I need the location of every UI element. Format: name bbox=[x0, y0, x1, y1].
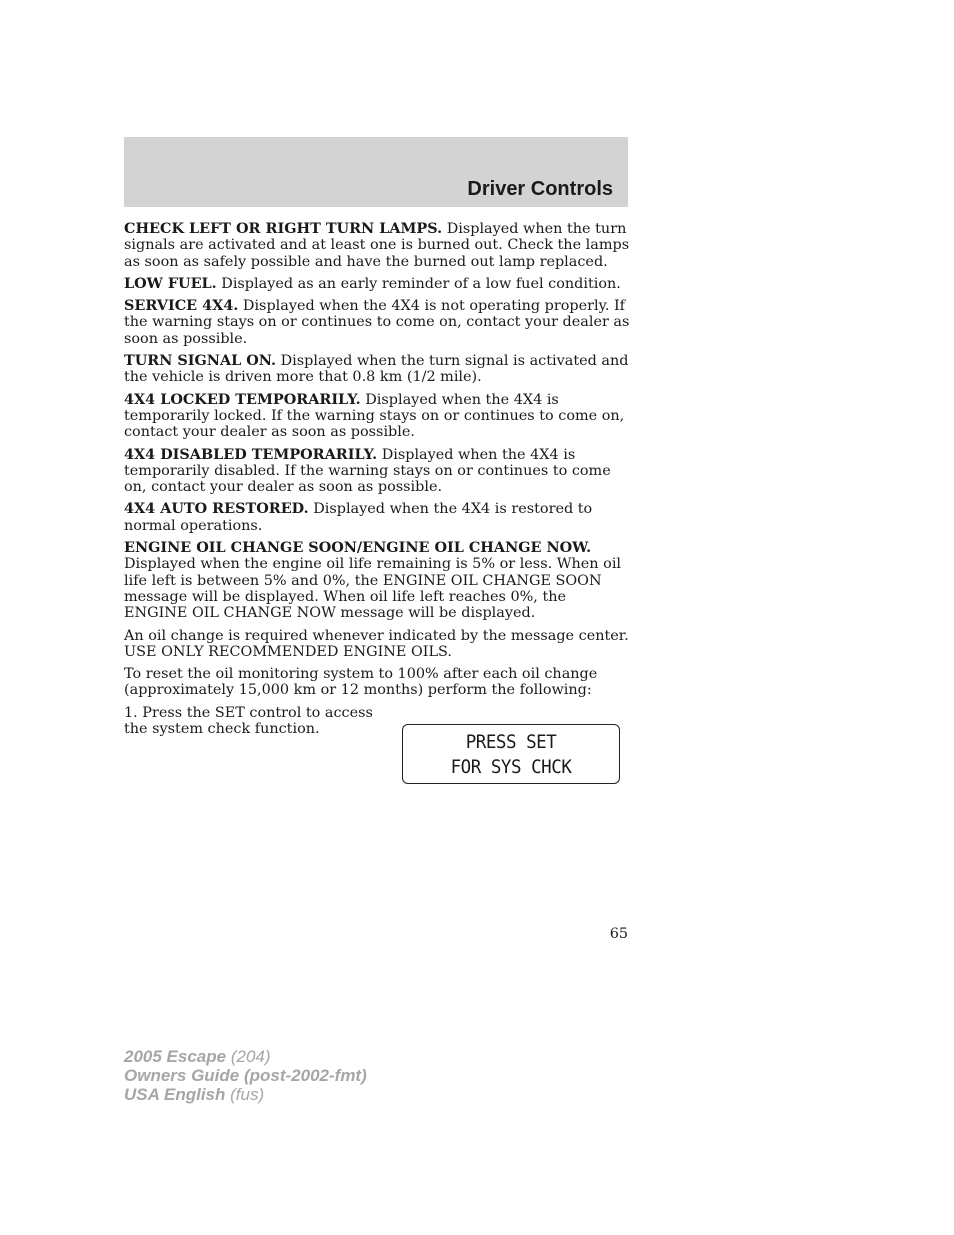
entry-engine-oil bbox=[124, 540, 630, 621]
footer-line-language bbox=[124, 1085, 367, 1104]
footer-language-code: (fus) bbox=[230, 1085, 265, 1104]
entry-text: Displayed as an early reminder of a low fuel condition. bbox=[221, 275, 621, 292]
section-title: Driver Controls bbox=[467, 178, 613, 200]
entry-term: ENGINE OIL CHANGE SOON/ENGINE OIL CHANGE NOW. bbox=[124, 539, 592, 557]
footer-info bbox=[124, 1047, 367, 1104]
entry-text: Displayed when the engine oil life remaining is 5% or less. When oil life left is between 5% and 0%, the ENGINE OIL CHANGE SOON message will be displayed. When oil life left reaches 0%, the ENGINE OIL CHANGE NOW message will be displayed. bbox=[124, 556, 622, 622]
display-line-2: FOR SYS CHCK bbox=[450, 756, 572, 778]
entry-text: Displayed when the 4X4 is temporarily disabled. If the warning stays on or continues to come on, contact your dealer as soon as possible. bbox=[124, 446, 611, 496]
footer-model-code: (204) bbox=[230, 1047, 271, 1066]
entry-term: CHECK LEFT OR RIGHT TURN LAMPS. bbox=[124, 220, 443, 237]
display-line-1: PRESS SET bbox=[465, 731, 557, 753]
footer-line-guide bbox=[124, 1066, 367, 1085]
section-header bbox=[124, 137, 628, 207]
entry-turn-signal-on bbox=[124, 353, 630, 386]
entry-low-fuel bbox=[124, 276, 630, 292]
footer-line-model bbox=[124, 1047, 367, 1066]
page-content bbox=[124, 221, 630, 737]
entry-text: Displayed when the 4X4 is restored to normal operations. bbox=[124, 501, 593, 534]
entry-text: Displayed when the turn signals are activated and at least one is burned out. Check the lamps as soon as safely possible and have the burned out lamp replaced. bbox=[124, 221, 630, 270]
entry-term: 4X4 AUTO RESTORED. bbox=[124, 500, 309, 518]
footer-model: 2005 Escape bbox=[124, 1047, 227, 1066]
step-1: 1. Press the SET control to access the system check function. bbox=[124, 704, 373, 738]
footer-language: USA English bbox=[124, 1085, 226, 1104]
entry-text: Displayed when the 4X4 is not operating properly. If the warning stays on or continues to come on, contact your dealer as soon as possible. bbox=[124, 298, 630, 347]
entry-term: 4X4 LOCKED TEMPORARILY. bbox=[124, 390, 361, 408]
entry-text: Displayed when the 4X4 is temporarily locked. If the warning stays on or continues to come on, contact your dealer as soon as possible. bbox=[124, 391, 625, 441]
entry-4x4-restored bbox=[124, 501, 630, 534]
entry-text: Displayed when the turn signal is activated and the vehicle is driven more that 0.8 km (1/2 mile). bbox=[124, 353, 629, 386]
entry-term: 4X4 DISABLED TEMPORARILY. bbox=[124, 445, 378, 463]
entry-turn-lamps bbox=[124, 221, 630, 270]
paragraph-oil-required: An oil change is required whenever indicated by the message center. USE ONLY RECOMMENDED ENGINE OILS. bbox=[124, 627, 629, 660]
entry-term: SERVICE 4X4. bbox=[124, 297, 239, 315]
entry-service-4x4 bbox=[124, 298, 630, 347]
paragraph-reset-instructions: To reset the oil monitoring system to 100% after each oil change (approximately 15,000 km or 12 months) perform the following: bbox=[124, 666, 598, 699]
entry-term: TURN SIGNAL ON. bbox=[124, 352, 277, 370]
footer-guide: Owners Guide (post-2002-fmt) bbox=[124, 1066, 367, 1085]
entry-4x4-disabled bbox=[124, 447, 630, 496]
entry-4x4-locked bbox=[124, 392, 630, 441]
entry-term: LOW FUEL. bbox=[124, 274, 217, 292]
page-number: 65 bbox=[609, 926, 628, 942]
message-center-display bbox=[402, 724, 620, 784]
